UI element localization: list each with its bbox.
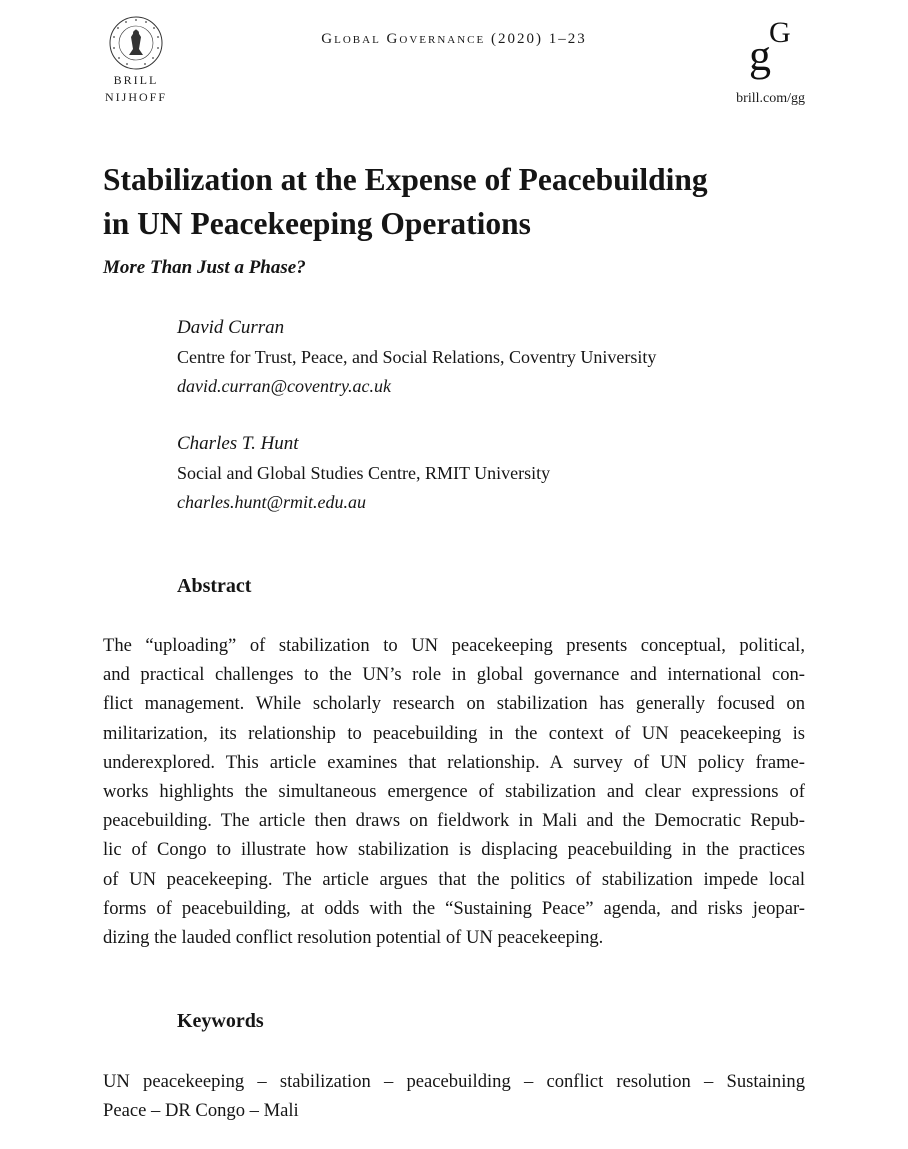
keywords-heading: Keywords: [177, 1010, 264, 1032]
abstract-line: peacebuilding. The article then draws on fieldwork in Mali and the Democratic Repub-: [103, 810, 805, 832]
author-block: [177, 429, 817, 517]
author-email[interactable]: david.curran@coventry.ac.uk: [177, 376, 391, 396]
publisher-name: BRILL: [113, 73, 159, 87]
abstract-line: underexplored. This article examines that relationship. A survey of UN policy frame-: [103, 751, 805, 773]
gg-journal-logo-icon: [745, 16, 805, 80]
abstract-line: of UN peacekeeping. The article argues that the politics of stabilization impede local: [103, 868, 805, 890]
title-line-1: Stabilization at the Expense of Peacebuilding: [103, 162, 708, 197]
abstract-line: militarization, its relationship to peacebuilding in the context of UN peacekeeping is: [103, 722, 805, 744]
keywords-text: [103, 1067, 805, 1125]
article-subtitle: More Than Just a Phase?: [103, 257, 306, 278]
article-title: [103, 158, 803, 246]
abstract-line: lic of Congo to illustrate how stabilization is displacing peacebuilding in the practices: [103, 839, 805, 861]
author-block: [177, 313, 817, 401]
svg-text:g: g: [749, 31, 771, 80]
journal-url[interactable]: brill.com/gg: [736, 91, 805, 106]
keywords-line: UN peacekeeping – stabilization – peacebuilding – conflict resolution – Sustaining: [103, 1071, 805, 1092]
title-line-2: in UN Peacekeeping Operations: [103, 206, 531, 241]
abstract-line: flict management. While scholarly research on stabilization has generally focused on: [103, 693, 805, 715]
author-email[interactable]: charles.hunt@rmit.edu.au: [177, 492, 367, 512]
abstract-heading: Abstract: [177, 575, 252, 597]
svg-text:G: G: [769, 16, 791, 49]
author-affiliation: Social and Global Studies Centre, RMIT University: [177, 463, 551, 483]
publisher-imprint: NIJHOFF: [104, 90, 167, 104]
author-affiliation: Centre for Trust, Peace, and Social Relations, Coventry University: [177, 347, 657, 367]
abstract-line: and practical challenges to the UN’s role in global governance and international con-: [103, 664, 805, 686]
abstract-line: works highlights the simultaneous emergence of stabilization and clear expressions of: [103, 781, 805, 803]
author-name: David Curran: [177, 317, 285, 338]
abstract-line: The “uploading” of stabilization to UN peacekeeping presents conceptual, political,: [103, 635, 805, 656]
journal-running-head: Global Governance (2020) 1–23: [321, 31, 587, 47]
abstract-text: [103, 631, 805, 952]
keywords-line: Peace – DR Congo – Mali: [103, 1100, 299, 1122]
abstract-line: dizing the lauded conflict resolution potential of UN peacekeeping.: [103, 927, 604, 949]
author-name: Charles T. Hunt: [177, 433, 299, 454]
abstract-line: forms of peacebuilding, at odds with the “Sustaining Peace” agenda, and risks jeopar-: [103, 897, 805, 919]
